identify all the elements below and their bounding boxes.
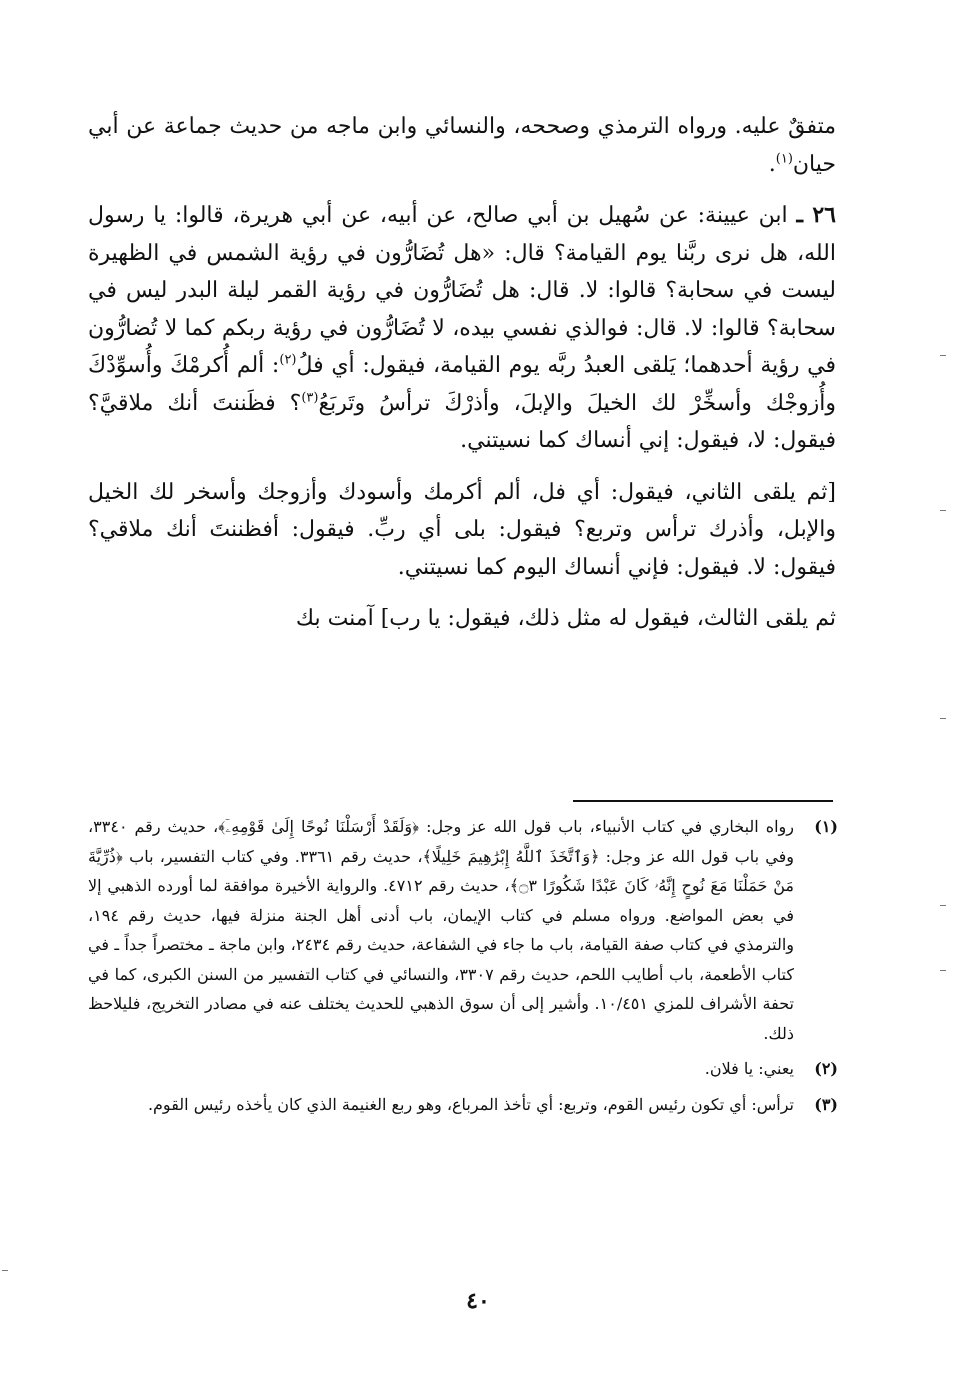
scan-edge-mark bbox=[2, 1270, 8, 1271]
hadith-26-text-2: : ألم أُكرمْكَ وأُسوِّدْكَ وأُزوجْك وأسخِّرْ لك الخيلَ والإبلَ، وأذرْكَ ترأسُ وتَربَعُ bbox=[88, 353, 836, 416]
footnote-ref-3[interactable]: (٣) bbox=[301, 390, 319, 406]
paragraph-4 bbox=[88, 600, 836, 638]
scan-edge-mark bbox=[940, 718, 946, 719]
footnote-3 bbox=[88, 1090, 838, 1120]
scan-edge-mark bbox=[940, 510, 946, 511]
footnotes bbox=[88, 812, 838, 1125]
footnote-ref-2[interactable]: (٢) bbox=[279, 352, 297, 368]
footnote-ref-1[interactable]: (١) bbox=[775, 151, 793, 167]
paragraph-1 bbox=[88, 108, 836, 183]
footnote-divider bbox=[573, 800, 833, 802]
footnote-1 bbox=[88, 812, 838, 1048]
hadith-26-text: ابن عيينة: عن سُهيل بن أبي صالح، عن أبيه، عن أبي هريرة، قالوا: يا رسول الله، هل نرى ربَّنا يوم القيامة؟ قال: «هل تُضَارُّون في رؤية الشمس في الظهيرة ليست في سحابة؟ قالوا: لا. قال: هل تُضَارُّون في رؤية القمر ليلة البدر ليس في سحابة؟ قالوا: لا. قال: فوالذي نفسي بيده، لا تُضَارُّون في رؤية ربكم كما لا تُضارُّون في رؤية أحدهما؛ يَلقى العبدُ ربَّه يوم القيامة، فيقول: أي فلُ bbox=[88, 203, 836, 378]
paragraph-1-text: متفقٌ عليه. ورواه الترمذي وصححه، والنسائي وابن ماجه من حديث جماعة عن أبي حيان bbox=[88, 114, 836, 177]
paragraph-3 bbox=[88, 474, 836, 587]
footnote-2 bbox=[88, 1054, 838, 1084]
paragraph-3-text: [ثم يلقى الثاني، فيقول: أي فل، ألم أكرمك وأسودك وأزوجك وأسخر لك الخيل والإبل، وأذرك ترأس وتربع؟ فيقول: بلى أي ربِّ. فيقول: أفظننتَ أنك ملاقي؟ فيقول: لا. فيقول: فإني أنساك اليوم كما نسيتني. bbox=[88, 479, 836, 580]
footnote-3-text: ترأس: أي تكون رئيس القوم، وتربع: أي تأخذ المرباع، وهو ربع الغنيمة الذي كان يأخذه رئيس القوم. bbox=[147, 1094, 794, 1114]
scan-edge-mark bbox=[940, 905, 946, 906]
footnote-1-number: (١) bbox=[814, 817, 838, 836]
scan-edge-mark bbox=[940, 970, 946, 971]
footnote-3-number: (٣) bbox=[814, 1094, 838, 1114]
footnote-2-text: يعني: يا فلان. bbox=[704, 1059, 794, 1078]
page-number: ٤٠ bbox=[466, 1288, 490, 1314]
footnote-1-text: رواه البخاري في كتاب الأنبياء، باب قول الله عز وجل: ﴿وَلَقَدْ أَرْسَلْنَا نُوحًا إِلَىٰ قَوْمِهِۦٓ﴾، حديث رقم ٣٣٤٠، وفي باب قول الله عز وجل: ﴿وَٱتَّخَذَ ٱللَّهُ إِبْرَٰهِيمَ خَلِيلًا﴾، حديث رقم ٣٣٦١. وفي كتاب التفسير، باب ﴿ذُرِّيَّةَ مَنْ حَمَلْنَا مَعَ نُوحٍ إِنَّهُۥ كَانَ عَبْدًا شَكُورًا ۝٣﴾، حديث رقم ٤٧١٢. والرواية الأخيرة موافقة لما أورده الذهبي إلا في بعض المواضع. ورواه مسلم في كتاب الإيمان، باب أدنى أهل الجنة منزلة فيها، حديث رقم ١٩٤، والترمذي في كتاب صفة القيامة، باب ما جاء في الشفاعة، حديث رقم ٢٤٣٤، وابن ماجة ـ مختصراً جداً ـ في كتاب الأطعمة، باب أطايب اللحم، حديث رقم ٣٣٠٧، والنسائي في كتاب التفسير من السنن الكبرى، كما في تحفة الأشراف للمزي ١٠/٤٥١. وأشير إلى أن سوق الذهبي للحديث يختلف عنه في مصادر التخريج، فليلاحظ ذلك. bbox=[88, 817, 795, 1043]
hadith-number: ٢٦ ـ bbox=[796, 202, 836, 228]
footnote-2-number: (٢) bbox=[814, 1059, 838, 1078]
scan-edge-mark bbox=[940, 355, 946, 356]
main-text bbox=[88, 108, 836, 652]
paragraph-1-tail: . bbox=[768, 151, 776, 177]
hadith-26-paragraph bbox=[88, 197, 836, 460]
hadith-26-text-3: ؟ فظَننتَ أنك ملاقيَّ؟ فيقول: لا، فيقول: إني أنساك كما نسيتني. bbox=[88, 390, 836, 453]
paragraph-4-text: ثم يلقى الثالث، فيقول له مثل ذلك، فيقول: يا رب] آمنت بك bbox=[295, 606, 836, 631]
